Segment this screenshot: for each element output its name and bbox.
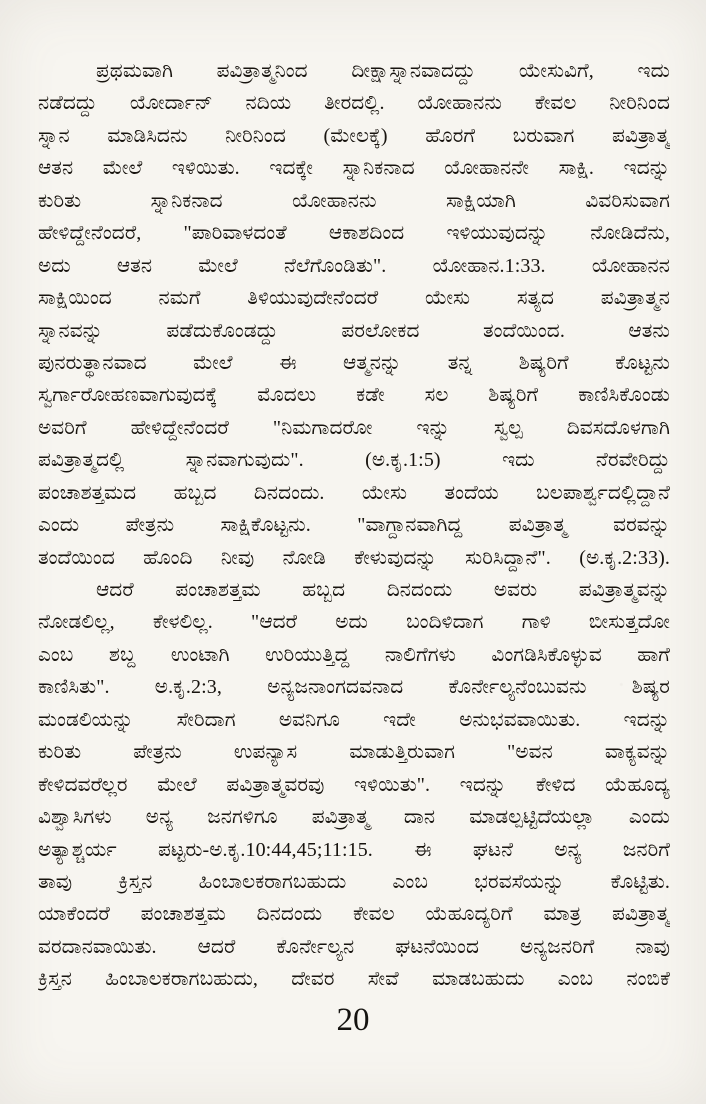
text-line: ಆತನ ಮೇಲೆ ಇಳಿಯಿತು. ಇದಕ್ಕೇ ಸ್ನಾನಿಕನಾದ ಯೋಹಾನನೇ ಸಾಕ್ಷಿ. ಇದನ್ನು	[38, 157, 670, 180]
text-line: ಎಂಬ ಶಬ್ದ ಉಂಟಾಗಿ ಉರಿಯುತ್ತಿದ್ದ ನಾಲಿಗೆಗಳು ವಿಂಗಡಿಸಿಕೊಳ್ಳುವ ಹಾಗೆ	[38, 643, 670, 666]
text-line: ಸಾಕ್ಷಿಯಿಂದ ನಮಗೆ ತಿಳಿಯುವುದೇನೆಂದರೆ ಯೇಸು ಸತ್ಯದ ಪವಿತ್ರಾತ್ಮನ	[38, 287, 670, 310]
text-line: ಕೇಳಿದವರೆಲ್ಲರ ಮೇಲೆ ಪವಿತ್ರಾತ್ಮವರವು ಇಳಿಯಿತು". ಇದನ್ನು ಕೇಳಿದ ಯೆಹೂದ್ಯ	[38, 773, 670, 796]
text-line: ಸ್ನಾನವನ್ನು ಪಡೆದುಕೊಂಡದ್ದು ಪರಲೋಕದ ತಂದೆಯಿಂದ. ಆತನು	[38, 319, 670, 342]
text-line: ನಡೆದದ್ದು ಯೋರ್ದಾನ್ ನದಿಯ ತೀರದಲ್ಲಿ. ಯೋಹಾನನು ಕೇವಲ ನೀರಿನಿಂದ	[38, 92, 670, 115]
text-line: ತಾವು ಕ್ರಿಸ್ತನ ಹಿಂಬಾಲಕರಾಗಬಹುದು ಎಂಬ ಭರವಸೆಯನ್ನು ಕೊಟ್ಟಿತು.	[38, 870, 670, 893]
text-line: ಆದರೆ ಪಂಚಾಶತ್ತಮ ಹಬ್ಬದ ದಿನದಂದು ಅವರು ಪವಿತ್ರಾತ್ಮವನ್ನು	[96, 579, 670, 601]
text-line: ಅತ್ಯಾಶ್ಚರ್ಯ ಪಟ್ಟರು-ಅ.ಕೃ.10:44,45;11:15. ಈ ಘಟನೆ ಅನ್ಯ ಜನರಿಗೆ	[38, 838, 670, 861]
text-line: ಹೇಳಿದ್ದೇನೆಂದರೆ, "ಪಾರಿವಾಳದಂತೆ ಆಕಾಶದಿಂದ ಇಳಿಯುವುದನ್ನು ನೋಡಿದೆನು,	[38, 222, 670, 245]
text-line: ಪಂಚಾಶತ್ತಮದ ಹಬ್ಬದ ದಿನದಂದು. ಯೇಸು ತಂದೆಯ ಬಲಪಾರ್ಶ್ವದಲ್ಲಿದ್ದಾನೆ	[38, 481, 670, 504]
text-line: ನೋಡಲಿಲ್ಲ, ಕೇಳಲಿಲ್ಲ. "ಆದರೆ ಅದು ಬಂದಿಳಿದಾಗ ಗಾಳಿ ಬೀಸುತ್ತದೋ	[38, 611, 670, 634]
text-line: ಸ್ನಾನ ಮಾಡಿಸಿದನು ನೀರಿನಿಂದ (ಮೇಲಕ್ಕೆ) ಹೊರಗೆ ಬರುವಾಗ ಪವಿತ್ರಾತ್ಮ	[38, 124, 670, 147]
text-line: ಕುರಿತು ಸ್ನಾನಿಕನಾದ ಯೋಹಾನನು ಸಾಕ್ಷಿಯಾಗಿ ವಿವರಿಸುವಾಗ	[38, 189, 670, 212]
text-line: ವರದಾನವಾಯಿತು. ಆದರೆ ಕೊರ್ನೇಲ್ಯನ ಘಟನೆಯಿಂದ ಅನ್ಯಜನರಿಗೆ ನಾವು	[38, 935, 670, 958]
text-line: ವಿಶ್ವಾಸಿಗಳು ಅನ್ಯ ಜನಗಳಿಗೂ ಪವಿತ್ರಾತ್ಮ ದಾನ ಮಾಡಲ್ಪಟ್ಟಿದೆಯಲ್ಲಾ ಎಂದು	[38, 806, 670, 829]
text-line: ಅದು ಆತನ ಮೇಲೆ ನೆಲೆಗೊಂಡಿತು". ಯೋಹಾನ.1:33. ಯೋಹಾನನ	[38, 254, 670, 277]
text-line: ಪ್ರಥಮವಾಗಿ ಪವಿತ್ರಾತ್ಮನಿಂದ ದೀಕ್ಷಾಸ್ನಾನವಾದದ್ದು ಯೇಸುವಿಗೆ, ಇದು	[96, 60, 670, 82]
text-line: ಸ್ವರ್ಗಾರೋಹಣವಾಗುವುದಕ್ಕೆ ಮೊದಲು ಕಡೇ ಸಲ ಶಿಷ್ಯರಿಗೆ ಕಾಣಿಸಿಕೊಂಡು	[38, 384, 670, 407]
text-line: ತಂದೆಯಿಂದ ಹೊಂದಿ ನೀವು ನೋಡಿ ಕೇಳುವುದನ್ನು ಸುರಿಸಿದ್ದಾನೆ". (ಅ.ಕೃ.2:33).	[38, 546, 670, 569]
text-line: ಕಾಣಿಸಿತು". ಅ.ಕೃ.2:3, ಅನ್ಯಜನಾಂಗದವನಾದ ಕೊರ್ನೇಲ್ಯನೆಂಬುವನು ಶಿಷ್ಯರ	[38, 676, 670, 699]
text-line: ಅವರಿಗೆ ಹೇಳಿದ್ದೇನೆಂದರೆ "ನಿಮಗಾದರೋ ಇನ್ನು ಸ್ವಲ್ಪ ದಿವಸದೊಳಗಾಗಿ	[38, 416, 670, 439]
body-text-block	[38, 55, 670, 996]
text-line: ಪವಿತ್ರಾತ್ಮದಲ್ಲಿ ಸ್ನಾನವಾಗುವುದು". (ಅ.ಕೃ.1:5) ಇದು ನೆರವೇರಿದ್ದು	[38, 449, 670, 472]
text-line: ಮಂಡಲಿಯನ್ನು ಸೇರಿದಾಗ ಅವನಿಗೂ ಇದೇ ಅನುಭವವಾಯಿತು. ಇದನ್ನು	[38, 708, 670, 731]
text-line: ಎಂದು ಪೇತ್ರನು ಸಾಕ್ಷಿಕೊಟ್ಟನು. "ವಾಗ್ದಾನವಾಗಿದ್ದ ಪವಿತ್ರಾತ್ಮ ವರವನ್ನು	[38, 514, 670, 537]
text-line: ಪುನರುತ್ಥಾನವಾದ ಮೇಲೆ ಈ ಆತ್ಮನನ್ನು ತನ್ನ ಶಿಷ್ಯರಿಗೆ ಕೊಟ್ಟನು	[38, 351, 670, 374]
text-line: ಯಾಕೆಂದರೆ ಪಂಚಾಶತ್ತಮ ದಿನದಂದು ಕೇವಲ ಯೆಹೂದ್ಯರಿಗೆ ಮಾತ್ರ ಪವಿತ್ರಾತ್ಮ	[38, 903, 670, 926]
page-number: 20	[336, 1002, 370, 1038]
text-line: ಕ್ರಿಸ್ತನ ಹಿಂಬಾಲಕರಾಗಬಹುದು, ದೇವರ ಸೇವೆ ಮಾಡಬಹುದು ಎಂಬ ನಂಬಿಕೆ	[38, 968, 670, 991]
text-line: ಕುರಿತು ಪೇತ್ರನು ಉಪನ್ಯಾಸ ಮಾಡುತ್ತಿರುವಾಗ "ಅವನ ವಾಕ್ಯವನ್ನು	[38, 741, 670, 764]
